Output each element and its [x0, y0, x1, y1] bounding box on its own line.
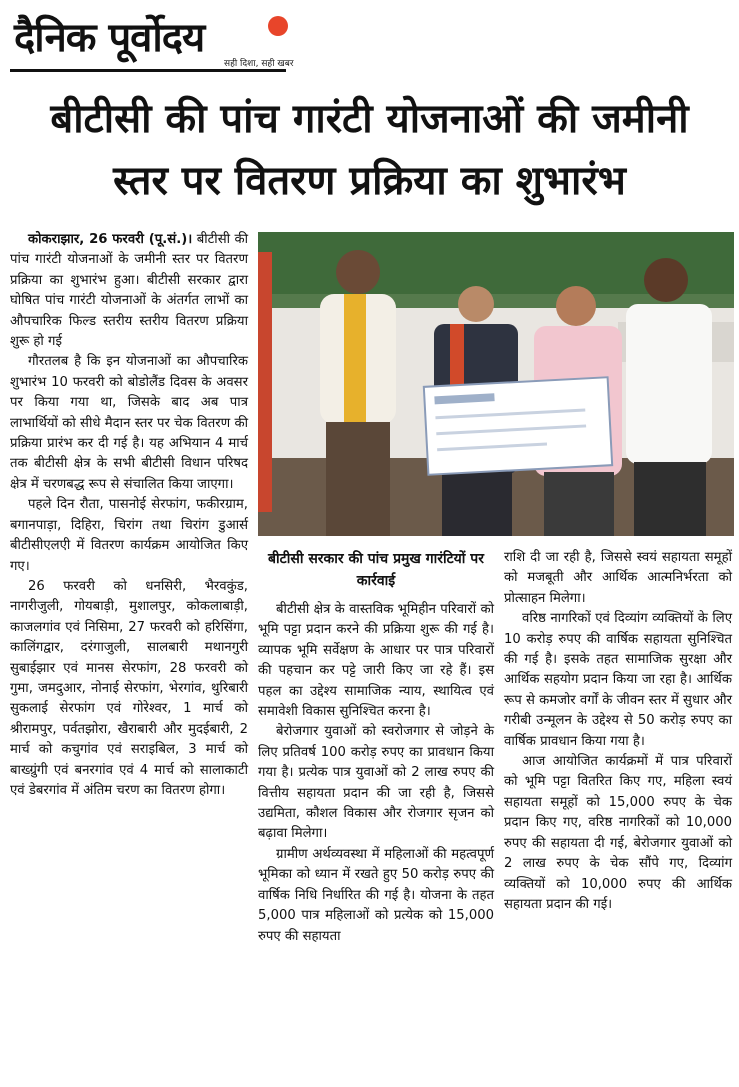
article-column-1	[10, 230, 248, 801]
article-column-3	[504, 548, 732, 915]
newspaper-logo: दैनिक पूर्वोदय	[14, 14, 205, 61]
masthead	[10, 6, 310, 74]
news-photo	[258, 232, 734, 536]
photo-illustration	[258, 232, 734, 536]
article-paragraph: कोकराझार, 26 फरवरी (पू.सं.)। बीटीसी की पांच गारंटी योजनाओं के जमीनी स्तर पर वितरण प्रक्रिया का शुभारंभ हुआ। बीटीसी सरकार द्वारा घोषित पांच गारंटी योजनाओं के अंतर्गत लाभों का औपचारिक फिल्ड स्तरीय स्तरीय वितरण प्रक्रिया शुरू हो गई	[10, 232, 248, 350]
article-paragraph: गौरतलब है कि इन योजनाओं का औपचारिक शुभारंभ 10 फरवरी को बोडोलैंड दिवस के अवसर पर किया गया था, जिसके बाद अब पात्र लाभार्थियों को सीधे मैदान स्तर पर चेक वितरण की प्रक्रिया प्रारंभ कर दी गई है। यह अभियान 4 मार्च तक बीटीसी क्षेत्र के सभी बीटीसी विधान परिषद क्षेत्र में चरणबद्ध रूप से संचालित किया जाएगा।	[10, 354, 248, 492]
article-paragraph: ग्रामीण अर्थव्यवस्था में महिलाओं की महत्वपूर्ण भूमिका को ध्यान में रखते हुए 50 करोड़ रुपए की वार्षिक निधि निर्धारित की गई है। योजना के तहत 5,000 पात्र महिलाओं को प्रत्येक को 15,000 रुपए की सहायता	[258, 846, 494, 944]
article-paragraph: आज आयोजित कार्यक्रमों में पात्र परिवारों को भूमि पट्टा वितरित किए गए, महिला स्वयं सहायता समूहों को 15,000 रुपए के चेक प्रदान किए गए, वरिष्ठ नागरिकों को 10,000 रुपए की सहायता दी गई, बेरोजगार युवाओं को 2 लाख रुपए के चेक सौंपे गए, दिव्यांग व्यक्तियों को 10,000 रुपए की आर्थिक सहायता प्रदान की गई।	[504, 754, 732, 912]
article-paragraph: 26 फरवरी को धनसिरी, भैरवकुंड, नागरीजुली, गोयबाड़ी, मुशालपुर, कोकलाबाड़ी, काजलगांव एवं निसिमा, 27 फरवरी को हरिसिंगा, कालिंगद्वार, दरंगाजुली, सालबारी मथानगुरी सुबाईझार एवं मानस सेरफांग, 28 फरवरी को गुमा, जमदुआर, नोनाई सेरफांग, भेरगांव, थुरिबारी सुकलाई सेरफांग एवं गोरेश्वर, 1 मार्च को श्रीरामपुर, पर्वतझोरा, खैराबारी और मुदईबारी, 2 मार्च को कचुगांव एवं सराइबिल, 3 मार्च को बाख्ग्रुंगी एवं बनरगांव एवं 4 मार्च को सालाकाटी एवं डेबरगांव में अंतिम चरण का वितरण होगा।	[10, 578, 248, 798]
headline-line-1: बीटीसी की पांच गारंटी योजनाओं की जमीनी	[50, 96, 689, 142]
masthead-tagline: सही दिशा, सही खबर	[224, 59, 294, 69]
article-paragraph: बीटीसी क्षेत्र के वास्तविक भूमिहीन परिवारों को भूमि पट्टा प्रदान करने की प्रक्रिया शुरू की गई है। व्यापक भूमि सर्वेक्षण के आधार पर पात्र परिवारों की पहचान कर पट्टे जारी किए जा रहे हैं। इस पहल का उद्देश्य सामाजिक न्याय, स्थायित्व एवं समावेशी विकास सुनिश्चित करना है।	[258, 602, 494, 720]
article-paragraph: राशि दी जा रही है, जिससे स्वयं सहायता समूहों को मजबूती और आर्थिक आत्मनिर्भरता को प्रोत्साहन मिलेगा।	[504, 550, 732, 606]
masthead-rule	[10, 69, 286, 72]
article-paragraph: पहले दिन रौता, पासनोई सेरफांग, फकीरग्राम, बगानपाड़ा, दिहिरा, चिरांग तथा चिरांग डुआर्स बीटीसीएलएी में वितरण कार्यक्रम आयोजित किए गए।	[10, 497, 248, 574]
section-subhead: बीटीसी सरकार की पांच प्रमुख गारंटियों पर कार्रवाई	[268, 551, 484, 589]
headline-line-2: स्तर पर वितरण प्रक्रिया का शुभारंभ	[113, 158, 626, 204]
article-paragraph: बेरोजगार युवाओं को स्वरोजगार से जोड़ने के लिए प्रतिवर्ष 100 करोड़ रुपए का प्रावधान किया गया है। प्रत्येक पात्र युवाओं को 2 लाख रुपए की वित्तीय सहायता प्रदान की जा रही है, जिससे उद्यमिता, कौशल विकास और रोजगार सृजन को बढ़ावा मिलेगा।	[258, 724, 494, 842]
article-column-2	[258, 600, 494, 947]
headline	[0, 88, 739, 212]
dateline: कोकराझार, 26 फरवरी (पू.सं.)।	[28, 232, 193, 247]
logo-dot-icon	[268, 16, 288, 36]
article-paragraph: वरिष्ठ नागरिकों एवं दिव्यांग व्यक्तियों के लिए 10 करोड़ रुपए की वार्षिक सहायता सुनिश्चित की गई है। इसके तहत सामाजिक सुरक्षा और आर्थिक सहयोग प्रदान किया जा रहा है। आर्थिक रूप से कमजोर वर्गों के जीवन स्तर में सुधार और गरीबी उन्मूलन के उद्देश्य से 50 करोड़ रुपए का वार्षिक प्रावधान किया गया है।	[504, 611, 732, 749]
